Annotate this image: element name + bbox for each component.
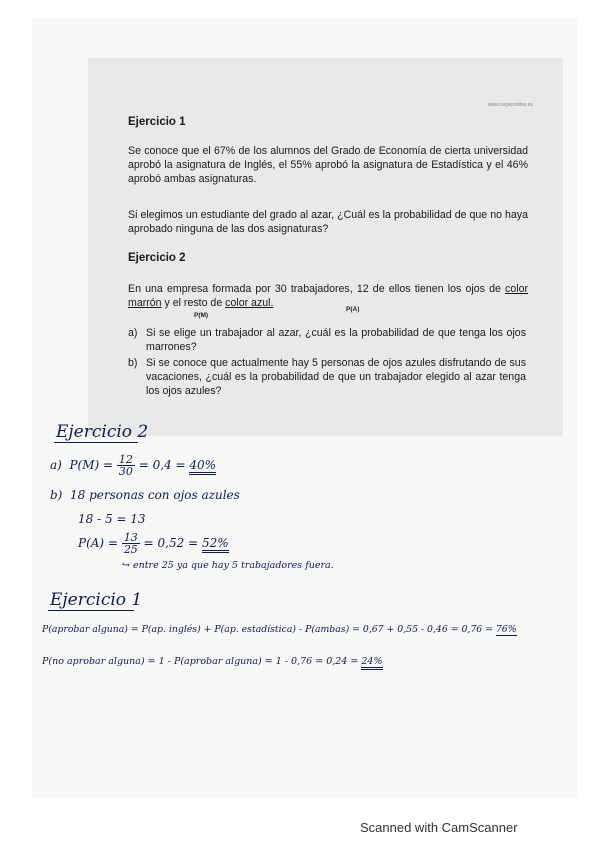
hw-b-line1 bbox=[50, 488, 240, 502]
hw-a-den: 30 bbox=[118, 465, 133, 478]
hw-a-answer: 40% bbox=[189, 458, 216, 475]
exercise-2-statement bbox=[128, 282, 528, 310]
hw-ej1-line2-text: P(no aprobar alguna) = 1 - P(aprobar alguna) = 1 - 0,76 = 0,24 = bbox=[42, 656, 359, 667]
hw-b-line2: 18 - 5 = 13 bbox=[78, 512, 146, 526]
hw-b-lhs: P(A) = bbox=[78, 536, 118, 550]
hw-ejercicio-2-title: Ejercicio 2 bbox=[56, 422, 149, 442]
exercise-1-title: Ejercicio 1 bbox=[128, 116, 186, 128]
hw-title-underline bbox=[54, 442, 138, 443]
hw-a bbox=[50, 454, 216, 477]
hw-b-den: 25 bbox=[123, 543, 138, 556]
hw-b-rest: = 0,52 = bbox=[143, 536, 199, 550]
annotation-p-a: P(A) bbox=[346, 306, 360, 313]
hw-b-answer: 52% bbox=[202, 536, 229, 553]
item-b bbox=[128, 356, 528, 398]
hw-ej1-answer2: 24% bbox=[361, 656, 382, 670]
scanned-sheet bbox=[32, 18, 577, 798]
hw-b-text: 18 personas con ojos azules bbox=[70, 488, 240, 502]
statement-text-b: y el resto de bbox=[161, 297, 226, 309]
hw-b-num: 13 bbox=[123, 531, 138, 544]
hw-ejercicio-1-title: Ejercicio 1 bbox=[50, 590, 143, 610]
hw-b-label: b) bbox=[50, 488, 63, 502]
statement-text-a: En una empresa formada por 30 trabajadores, 12 de ellos tienen los ojos de bbox=[128, 283, 506, 295]
hw-a-label: a) bbox=[50, 458, 62, 472]
hw-a-lhs: P(M) = bbox=[69, 458, 114, 472]
hw-b-note: ↪ entre 25 ya que hay 5 trabajadores fuera. bbox=[122, 560, 334, 571]
hw-ej1-line2 bbox=[42, 656, 383, 667]
camscanner-footer: Scanned with CamScanner bbox=[360, 820, 518, 835]
hw-ej1-line1 bbox=[42, 624, 517, 635]
hw-a-rest: = 0,4 = bbox=[138, 458, 186, 472]
item-a-marker: a) bbox=[128, 327, 138, 339]
underlined-blue: color azul. bbox=[225, 297, 274, 309]
hw-b-fraction bbox=[122, 532, 140, 555]
hw-title1-underline bbox=[48, 610, 134, 611]
exercise-1-question: Si elegimos un estudiante del grado al azar, ¿Cuál es la probabilidad de que no haya aprobado ninguna de las dos asignaturas? bbox=[128, 209, 528, 235]
item-b-text: Si se conoce que actualmente hay 5 personas de ojos azules disfrutando de sus vacaciones, ¿cuál es la probabilidad de que un trabajador elegido al azar tenga los ojos azules? bbox=[146, 357, 526, 397]
hw-ej1-line1-text: P(aprobar alguna) = P(ap. inglés) + P(ap. estadística) - P(ambas) = 0,67 + 0,55 - 0,46 = 0,76 = bbox=[42, 624, 493, 635]
exercise-2-title: Ejercicio 2 bbox=[128, 252, 186, 264]
watermark: www.ceyaconline.es bbox=[487, 102, 533, 108]
hw-ej1-answer1: 76% bbox=[495, 624, 517, 635]
item-a bbox=[128, 326, 528, 354]
annotation-p-m: P(M) bbox=[194, 312, 209, 319]
exercise-1-statement: Se conoce que el 67% de los alumnos del Grado de Economía de cierta universidad aprobó la asignatura de Inglés, el 55% aprobó la asignatura de Estadística y el 46% aprobó ambas asignaturas. bbox=[128, 145, 528, 185]
hw-a-num: 12 bbox=[118, 453, 133, 466]
underlined-brown: color marrón bbox=[128, 283, 528, 309]
item-b-marker: b) bbox=[128, 357, 138, 369]
hw-b-calc bbox=[78, 532, 229, 555]
hw-a-fraction bbox=[117, 454, 135, 477]
item-a-text: Si se elige un trabajador al azar, ¿cuál es la probabilidad de que tenga los ojos marrones? bbox=[146, 327, 526, 353]
printed-exercise-sheet bbox=[88, 58, 563, 436]
